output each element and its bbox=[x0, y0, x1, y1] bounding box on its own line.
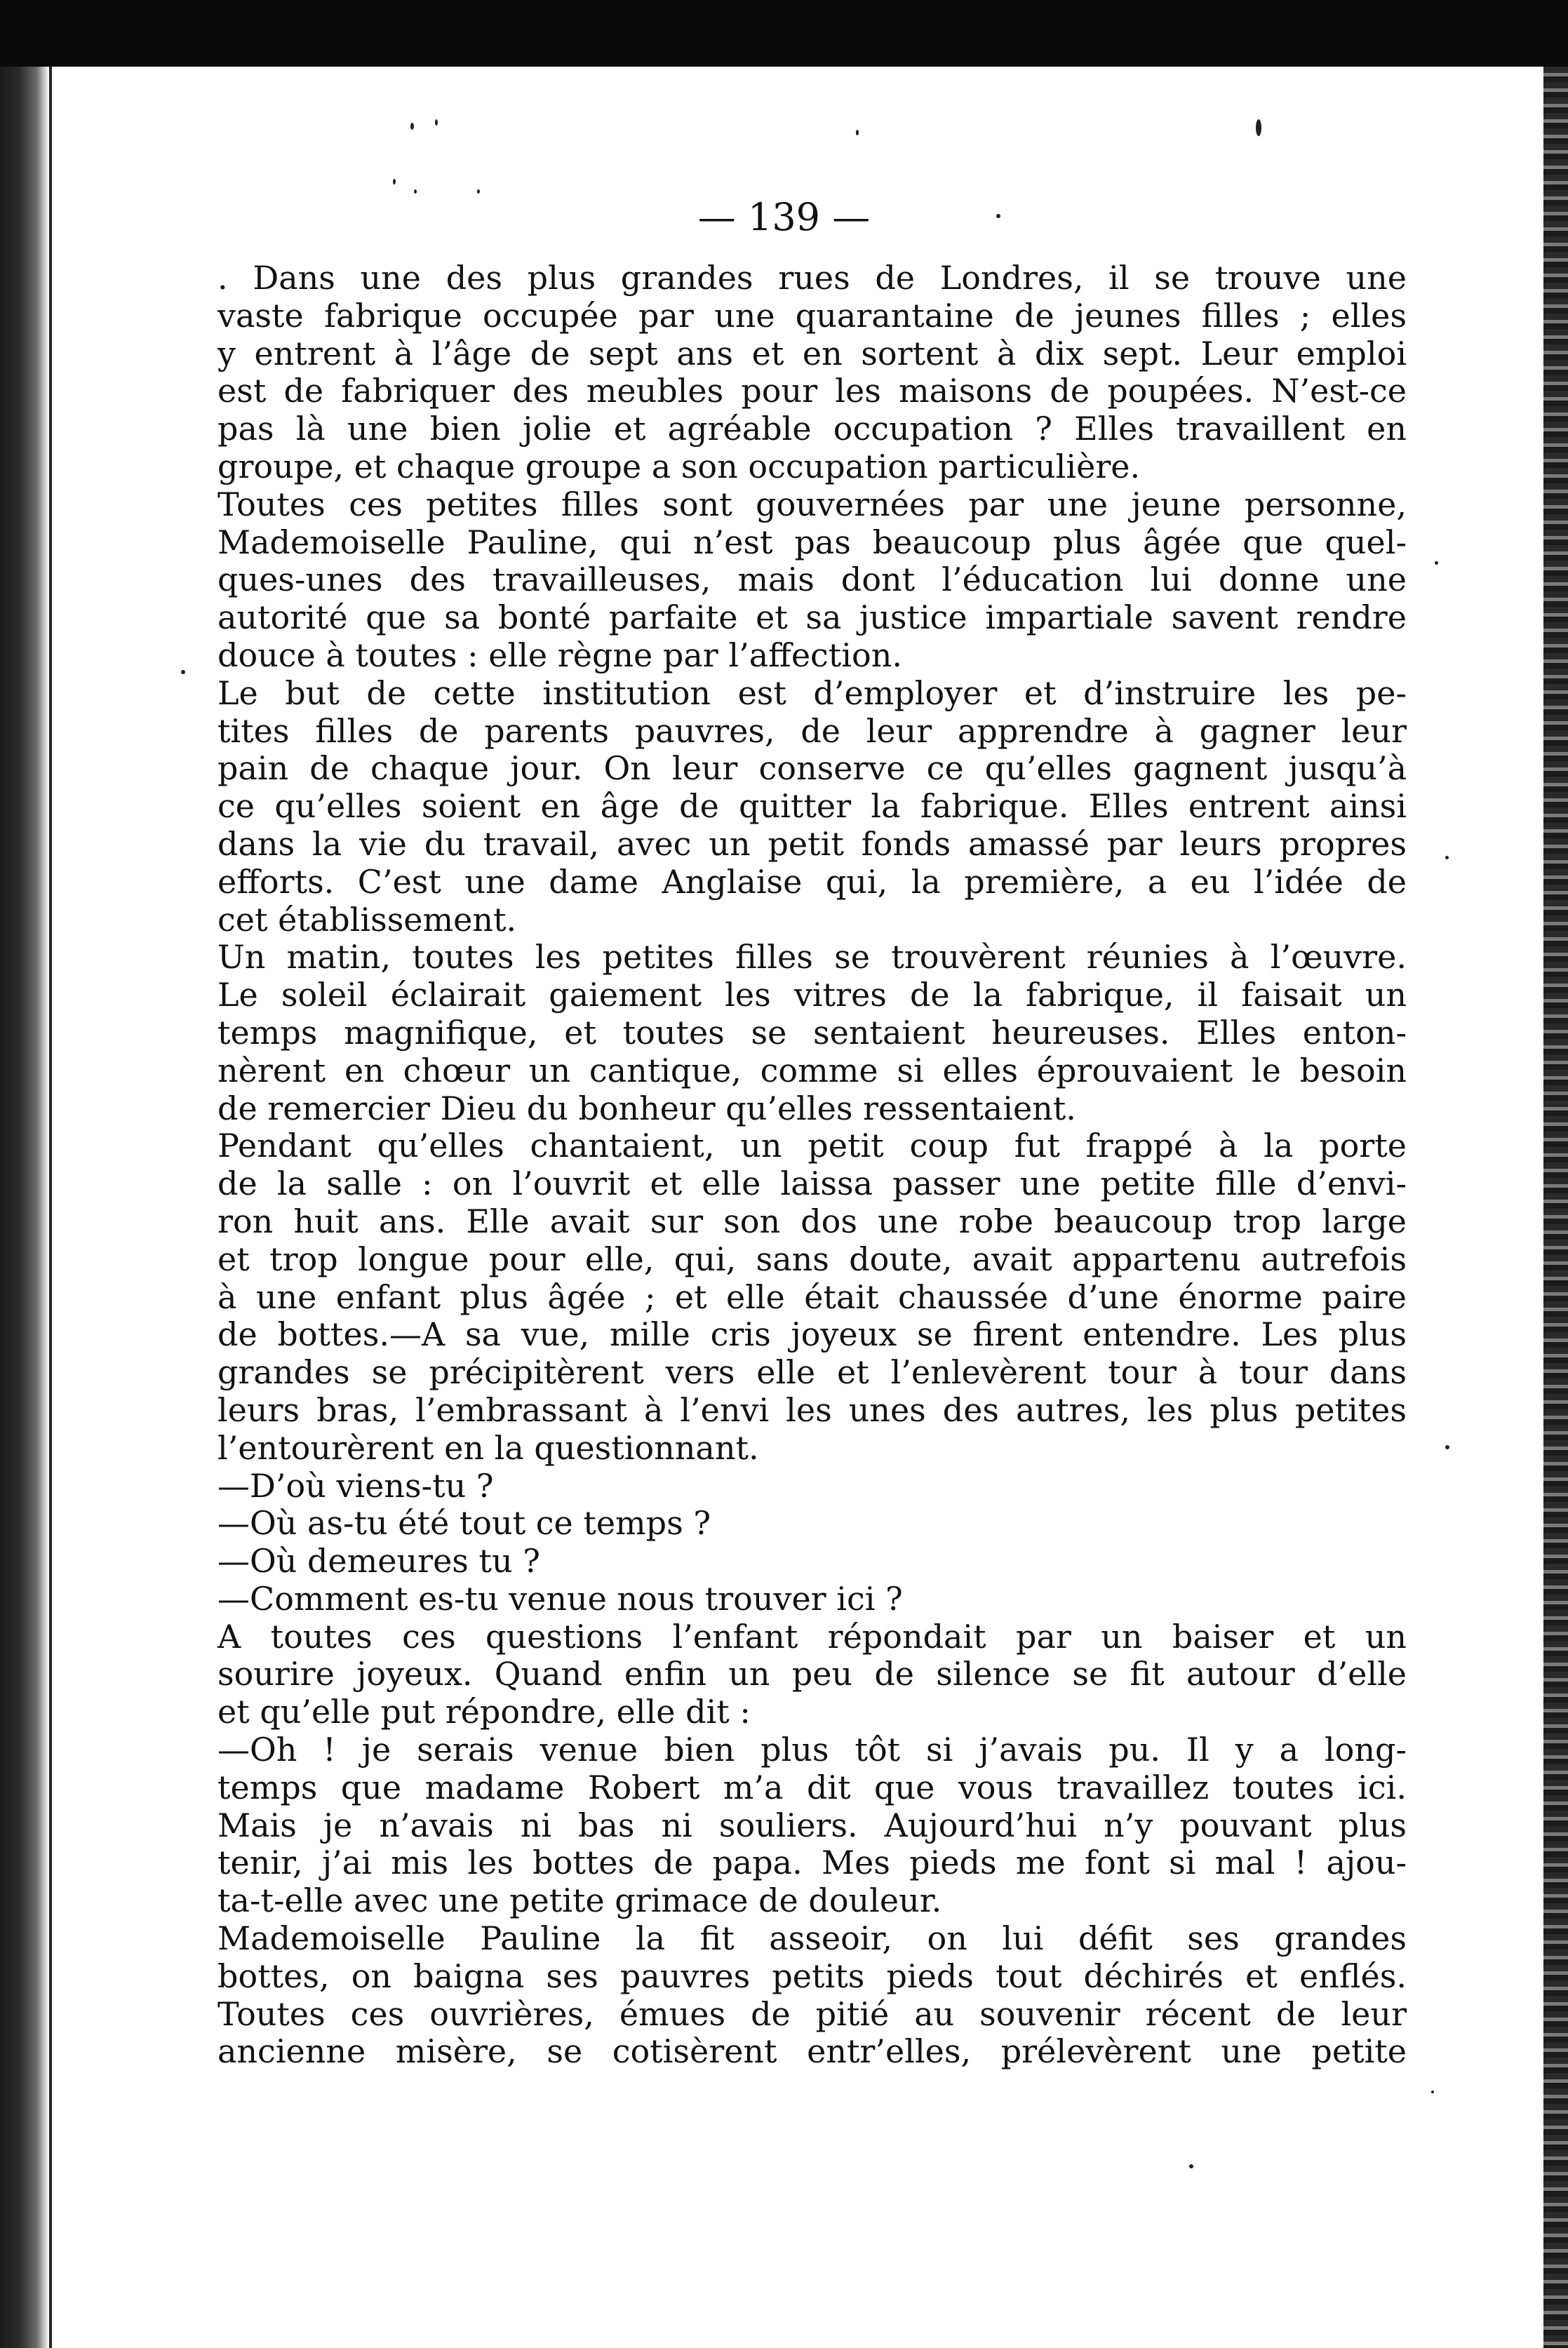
text-line: . Dans une des plus grandes rues de Londres, il se trouve une bbox=[217, 259, 1407, 297]
text-line: et qu’elle put répondre, elle dit : bbox=[217, 1693, 751, 1731]
text-line: Le but de cette institution est d’employer et d’instruire les pe- bbox=[217, 673, 1407, 712]
dialogue-line: —Où demeures tu ? bbox=[217, 1542, 540, 1581]
dialogue-line: —Comment es-tu venue nous trouver ici ? bbox=[217, 1579, 903, 1618]
text-line: l’entourèrent en la questionnant. bbox=[217, 1428, 759, 1467]
text-line: Mademoiselle Pauline la fit asseoir, on lui défit ses grandes bbox=[217, 1919, 1407, 1958]
text-line: leurs bras, l’embrassant à l’envi les unes des autres, les plus petites bbox=[217, 1390, 1407, 1429]
text-line: sourire joyeux. Quand enfin un peu de silence se fit autour d’elle bbox=[217, 1655, 1407, 1693]
text-line: —Oh ! je serais venue bien plus tôt si j’avais pu. Il y a long- bbox=[217, 1731, 1407, 1769]
text-line: de remercier Dieu du bonheur qu’elles ressentaient. bbox=[217, 1089, 1076, 1127]
text-line: Toutes ces petites filles sont gouvernées par une jeune personne, bbox=[217, 485, 1407, 523]
text-line: temps que madame Robert m’a dit que vous travaillez toutes ici. bbox=[217, 1768, 1407, 1806]
text-line: Toutes ces ouvrières, émues de pitié au souvenir récent de leur bbox=[217, 1994, 1407, 2033]
scan-speck bbox=[414, 189, 417, 194]
scan-speck bbox=[1189, 2164, 1193, 2168]
text-line: A toutes ces questions l’enfant répondait par un baiser et un bbox=[217, 1617, 1407, 1656]
text-line: est de fabriquer des meubles pour les maisons de poupées. N’est-ce bbox=[217, 372, 1407, 410]
scan-speck bbox=[856, 130, 859, 135]
scan-speck bbox=[1431, 2091, 1434, 2093]
scan-speck bbox=[393, 179, 396, 185]
scan-top-border bbox=[0, 0, 1568, 67]
text-line: ques-unes des travailleuses, mais dont l’éducation lui donne une bbox=[217, 561, 1407, 599]
text-line: tenir, j’ai mis les bottes de papa. Mes pieds me font si mal ! ajou- bbox=[217, 1844, 1407, 1882]
text-line: Mademoiselle Pauline, qui n’est pas beaucoup plus âgée que quel- bbox=[217, 523, 1407, 561]
scan-speck bbox=[435, 119, 438, 126]
text-line: nèrent en chœur un cantique, comme si elles éprouvaient le besoin bbox=[217, 1051, 1407, 1089]
scan-speck bbox=[1445, 856, 1449, 859]
text-line: de bottes.—A sa vue, mille cris joyeux se firent entendre. Les plus bbox=[217, 1315, 1407, 1354]
text-line: groupe, et chaque groupe a son occupation particulière. bbox=[217, 447, 1141, 485]
text-line: ta-t-elle avec une petite grimace de douleur. bbox=[217, 1881, 942, 1920]
scan-speck bbox=[410, 123, 414, 130]
body-text bbox=[217, 260, 1407, 2071]
text-line: pain de chaque jour. On leur conserve ce qu’elles gagnent jusqu’à bbox=[217, 749, 1407, 788]
text-line: autorité que sa bonté parfaite et sa justice impartiale savent rendre bbox=[217, 598, 1407, 637]
text-line: de la salle : on l’ouvrit et elle laissa passer une petite fille d’envi- bbox=[217, 1165, 1407, 1203]
text-line: ancienne misère, se cotisèrent entr’elles, prélevèrent une petite bbox=[217, 2032, 1407, 2071]
text-line: et trop longue pour elle, qui, sans doute, avait appartenu autrefois bbox=[217, 1240, 1407, 1278]
scan-speck bbox=[1435, 561, 1438, 565]
text-line: Pendant qu’elles chantaient, un petit coup fut frappé à la porte bbox=[217, 1127, 1407, 1165]
text-line: à une enfant plus âgée ; et elle était chaussée d’une énorme paire bbox=[217, 1277, 1407, 1316]
text-line: dans la vie du travail, avec un petit fonds amassé par leurs propres bbox=[217, 824, 1407, 863]
scan-speck bbox=[1445, 1445, 1449, 1449]
scan-right-border bbox=[1543, 67, 1568, 2348]
text-line: vaste fabrique occupée par une quarantaine de jeunes filles ; elles bbox=[217, 296, 1407, 335]
dialogue-line: —Où as-tu été tout ce temps ? bbox=[217, 1504, 711, 1543]
dialogue-line: —D’où viens-tu ? bbox=[217, 1466, 494, 1505]
text-line: douce à toutes : elle règne par l’affection. bbox=[217, 636, 902, 674]
text-line: grandes se précipitèrent vers elle et l’enlevèrent tour à tour dans bbox=[217, 1353, 1407, 1392]
page-number: — 139 — bbox=[697, 195, 871, 239]
text-line: Le soleil éclairait gaiement les vitres de la fabrique, il faisait un bbox=[217, 976, 1407, 1014]
text-line: Un matin, toutes les petites filles se trouvèrent réunies à l’œuvre. bbox=[217, 938, 1407, 977]
scan-speck bbox=[477, 189, 480, 194]
page-left-edge-line bbox=[49, 67, 52, 2348]
text-line: Mais je n’avais ni bas ni souliers. Aujourd’hui n’y pouvant plus bbox=[217, 1806, 1407, 1844]
text-line: efforts. C’est une dame Anglaise qui, la première, a eu l’idée de bbox=[217, 862, 1407, 901]
text-line: ce qu’elles soient en âge de quitter la fabrique. Elles entrent ainsi bbox=[217, 787, 1407, 826]
text-line: bottes, on baigna ses pauvres petits pieds tout déchirés et enflés. bbox=[217, 1957, 1407, 1995]
text-line: temps magnifique, et toutes se sentaient heureuses. Elles enton- bbox=[217, 1013, 1407, 1052]
text-line: tites filles de parents pauvres, de leur apprendre à gagner leur bbox=[217, 711, 1407, 750]
text-line: pas là une bien jolie et agréable occupation ? Elles travaillent en bbox=[217, 410, 1407, 448]
scan-speck bbox=[181, 670, 185, 674]
scan-left-border bbox=[0, 67, 49, 2348]
scan-speck bbox=[1256, 119, 1261, 136]
text-line: cet établissement. bbox=[217, 900, 517, 939]
text-line: ron huit ans. Elle avait sur son dos une robe beaucoup trop large bbox=[217, 1202, 1407, 1240]
text-line: y entrent à l’âge de sept ans et en sortent à dix sept. Leur emploi bbox=[217, 334, 1407, 373]
